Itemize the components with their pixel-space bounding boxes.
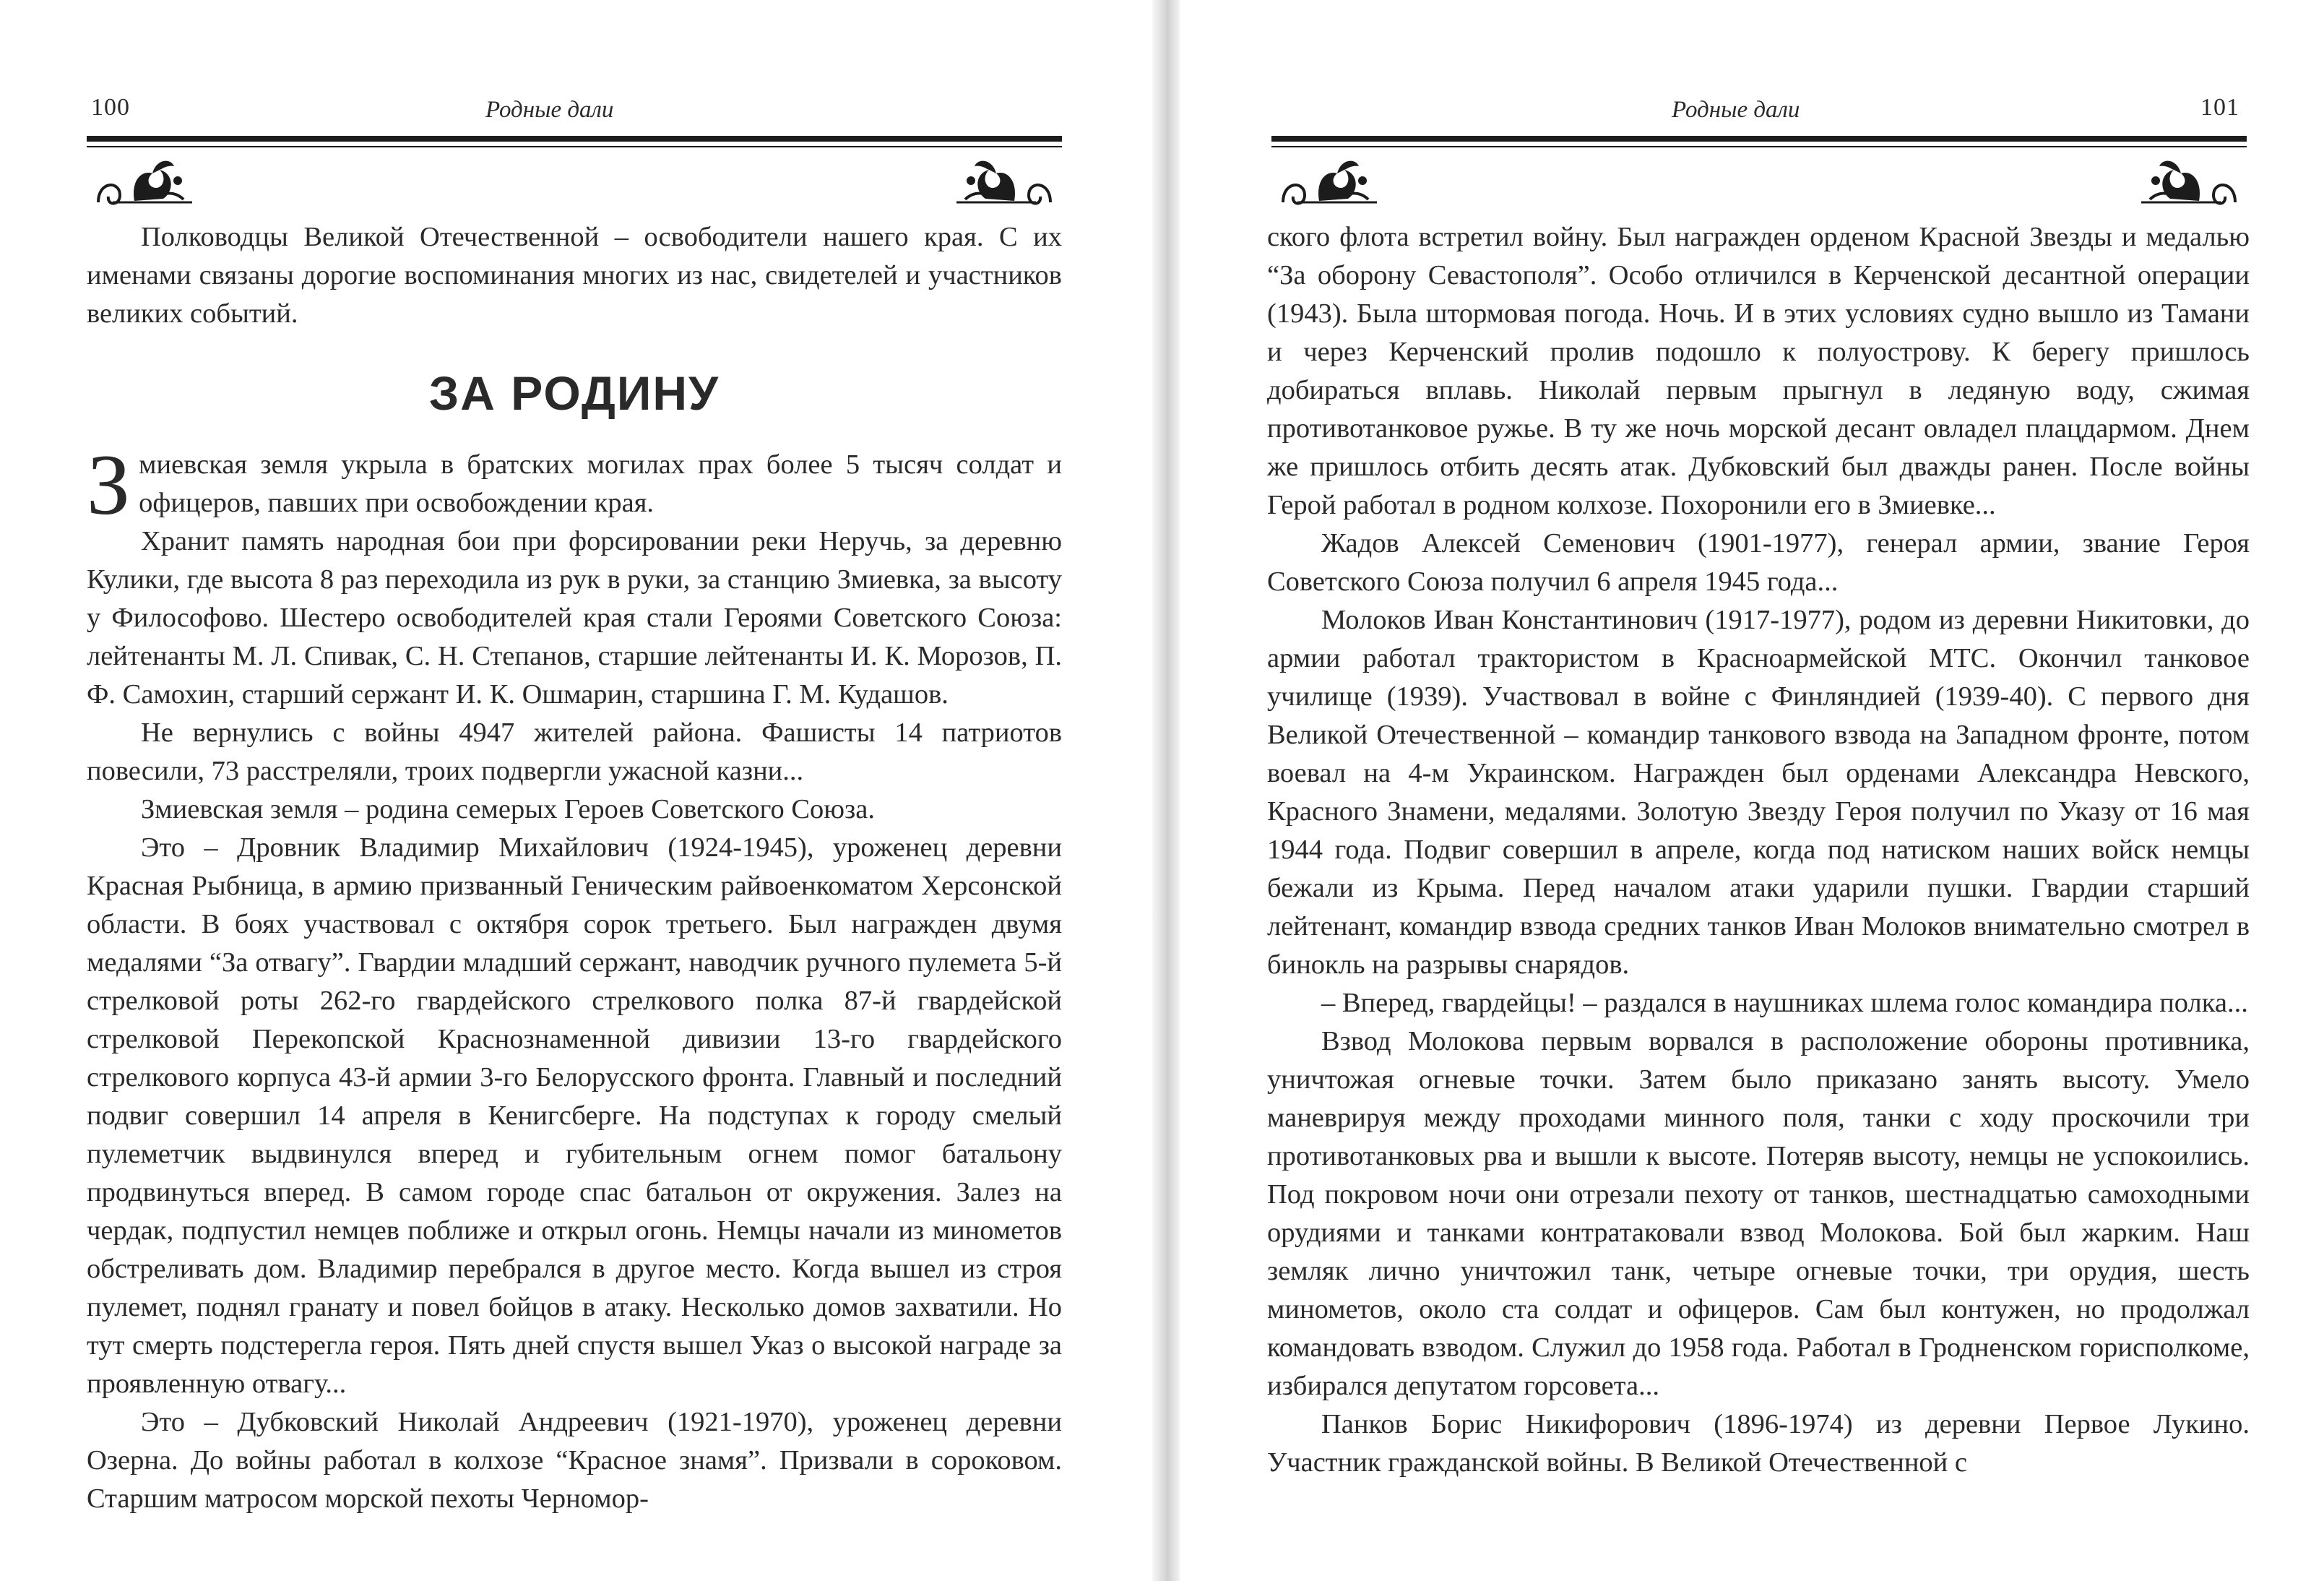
body-paragraph: Не вернулись с войны 4947 жителей района. Фашисты 14 патриотов повесили, 73 расстреляли, троих подвергли ужасной казни... xyxy=(87,718,1062,786)
body-paragraph: Это – Дровник Владимир Михайлович (1924-1945), уроженец деревни Красная Рыбница, в армию призванный Геническим райвоенкоматом Херсонской области. В боях участвовал с октября сорок третьего. Был награжден двумя медалями “За отвагу”. Гвардии младший сержант, наводчик ручного пулемета 5-й стрелковой роты 262-го гвардейского стрелкового полка 87-й гвардейской стрелковой Перекопской Краснознаменной дивизии 13-го гвардейского стрелкового корпуса 43-й армии 3-го Белорусского фронта. Главный и последний подвиг совершил 14 апреля в Кенигсберге. На подступах к городу смелый пулеметчик выдвинулся вперед и губительным огнем помог батальону продвинуться вперед. В самом городе спас батальон от окружения. Залез на чердак, подпустил немцев поближе и открыл огонь. Немцы начали из минометов обстреливать дом. Владимир перебрался в другое место. Когда вышел из строя пулемет, поднял гранату и повел бойцов в атаку. Несколько домов захватили. Но тут смерть подстерегла героя. Пять дней спустя вышел Указ о высокой награде за проявленную отвагу... xyxy=(87,832,1062,1399)
body-paragraph: ского флота встретил войну. Был награжден орденом Красной Звезды и медалью “За оборону Севастополя”. Особо отличился в Керченской десантной операции (1943). Была штормовая погода. Ночь. И в этих условиях судно вышло из Тамани и через Керченский пролив подошло к полуострову. К берегу пришлось добираться вплавь. Николай первым прыгнул в ледяную воду, сжимая противотанковое ружье. В ту же ночь морской десант овладел плацдармом. Днем же пришлось отбить десять атак. Дубковский был дважды ранен. После войны Герой работал в родном колхозе. Похоронили его в Змиевке... xyxy=(1267,222,2250,520)
running-title: Родные дали xyxy=(1672,97,1800,123)
drop-cap: З xyxy=(87,436,131,533)
body-paragraph: – Вперед, гвардейцы! – раздался в наушниках шлема голос командира полка... xyxy=(1321,988,2248,1018)
floral-ornament-icon xyxy=(1276,152,1384,217)
body-paragraph: Панков Борис Никифорович (1896-1974) из деревни Первое Лукино. Участник гражданской войны. В Великой Отечественной с xyxy=(1267,1409,2250,1478)
header-rule xyxy=(87,136,1062,142)
body-paragraph: Жадов Алексей Семенович (1901-1977), генерал армии, звание Героя Советского Союза получил 6 апреля 1945 года... xyxy=(1267,528,2250,597)
running-head xyxy=(87,94,1062,129)
book-gutter xyxy=(1152,0,1180,1581)
floral-ornament-icon xyxy=(91,152,199,217)
right-page xyxy=(1267,0,2250,1581)
running-title: Родные дали xyxy=(485,97,614,123)
body-paragraph: Взвод Молокова первым ворвался в расположение обороны противника, уничтожая огневые точки. Затем было приказано занять высоту. Умело маневрируя между проходами минного поля, танки с ходу проскочили три противотанковых рва и вышли к высоте. Потеряв высоту, немцы не успокоились. Под покровом ночи они отрезали пехоту от танков, шестнадцатью самоходными орудиями и танками контратаковали взвод Молокова. Бой был жарким. Наш земляк лично уничтожил танк, четыре огневые точки, три орудия, шесть минометов, около ста солдат и офицеров. Сам был контужен, но продолжал командовать взводом. Служил до 1958 года. Работал в Гродненском горисполкоме, избирался депутатом горсовета... xyxy=(1267,1026,2250,1401)
body-paragraph: Хранит память народная бои при форсировании реки Неручь, за деревню Кулики, где высота 8 раз переходила из рук в руки, за станцию Змиевка, за высоту у Философово. Шестеро освободителей края стали Героями Советского Союза: лейтенанты М. Л. Спивак, С. Н. Степанов, старшие лейтенанты И. К. Морозов, П. Ф. Самохин, старший сержант И. К. Ошмарин, старшина Г. М. Кудашов. xyxy=(87,526,1062,710)
body-paragraph: Молоков Иван Константинович (1917-1977), родом из деревни Никитовки, до армии работал трактористом в Красноармейской МТС. Окончил танковое училище (1939). Участвовал в войне с Финляндией (1939-40). С первого дня Великой Отечественной – командир танкового взвода на Западном фронте, потом воевал на 4-м Украинском. Награжден был орденами Александра Невского, Красного Знамени, медалями. Золотую Звезду Героя получил по Указу от 16 мая 1944 года. Подвиг совершил в апреле, когда под натиском наших войск немцы бежали из Крыма. Перед началом атаки ударили пушки. Гвардии старший лейтенант, командир взвода средних танков Иван Молоков внимательно смотрел в бинокль на разрывы снарядов. xyxy=(1267,605,2250,980)
page-number: 100 xyxy=(91,94,130,121)
header-rule-thin xyxy=(87,146,1062,147)
header-rule-thin xyxy=(1271,146,2247,147)
page-body xyxy=(1267,218,2250,1482)
left-page xyxy=(87,0,1062,1581)
first-paragraph xyxy=(87,436,1062,533)
header-rule xyxy=(1271,136,2247,142)
floral-ornament-icon xyxy=(2134,152,2242,217)
chapter-title: ЗА РОДИНУ xyxy=(428,366,720,420)
body-paragraph: Это – Дубковский Николай Андреевич (1921-1970), уроженец деревни Озерна. До войны работал в колхозе “Красное знамя”. Призвали в сороковом. Старшим матросом морской пехоты Черномор- xyxy=(87,1407,1062,1514)
page-body xyxy=(87,218,1062,1518)
running-head xyxy=(1271,94,2247,129)
body-paragraph: Змиевская земля – родина семерых Героев Советского Союза. xyxy=(141,794,875,824)
first-paragraph-text: миевская земля укрыла в братских могилах прах более 5 тысяч солдат и офицеров, павших при освобождении края. xyxy=(139,449,1062,518)
intro-paragraph: Полководцы Великой Отечественной – освободители нашего края. С их именами связаны дорогие воспоминания многих из нас, свидетелей и участников великих событий. xyxy=(87,222,1062,329)
floral-ornament-icon xyxy=(949,152,1058,217)
page-number: 101 xyxy=(2200,94,2239,121)
